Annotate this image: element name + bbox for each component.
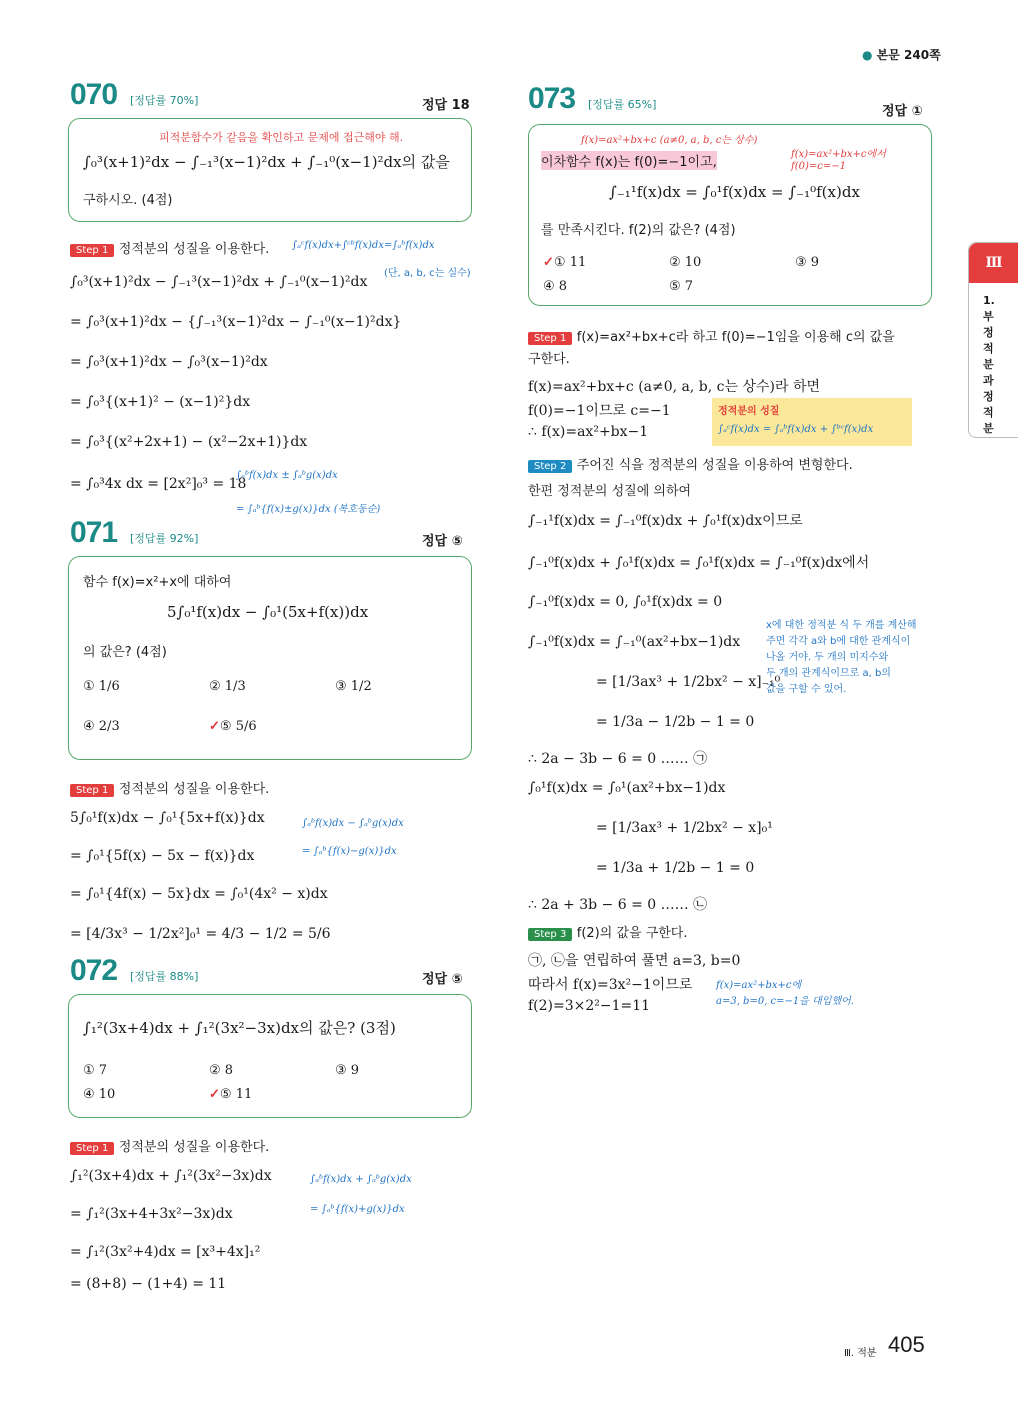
solution-line: ∴ 2a − 3b − 6 = 0 …… ㉠ xyxy=(528,751,708,767)
hint: f(x)=ax²+bx+c에서 xyxy=(791,149,886,160)
problem-box-071 xyxy=(68,556,472,760)
solution-line: = [1/3ax³ + 1/2bx² − x]₋₁⁰ xyxy=(596,674,781,690)
question-line: 이차함수 f(x)는 f(0)=−1이고, xyxy=(541,151,717,170)
problem-box-070 xyxy=(68,118,472,222)
side-note: (단, a, b, c는 실수) xyxy=(384,268,471,279)
option-2[interactable]: ② 1/3 xyxy=(209,679,246,694)
solution-line: = [4/3x³ − 1/2x²]₀¹ = 4/3 − 1/2 = 5/6 xyxy=(70,926,331,942)
solution-line: ∫₋₁⁰f(x)dx = 0, ∫₀¹f(x)dx = 0 xyxy=(528,594,723,610)
hint: f(x)=ax²+bx+c (a≠0, a, b, c는 상수) xyxy=(581,135,758,146)
step-header xyxy=(528,326,895,345)
side-note: a=3, b=0, c=−1을 대입했어. xyxy=(716,996,854,1007)
side-note: f(x)=ax²+bx+c에 xyxy=(716,980,802,991)
solution-line: = 1/3a + 1/2b − 1 = 0 xyxy=(596,860,755,876)
solution-line: ∴ 2a + 3b − 6 = 0 …… ㉡ xyxy=(528,897,708,913)
solution-line: = ∫₀¹{5f(x) − 5x − f(x)}dx xyxy=(70,848,255,864)
step-title: f(2)의 값을 구한다. xyxy=(576,926,688,941)
question-formula: 5∫₀¹f(x)dx − ∫₀¹(5x+f(x))dx xyxy=(167,603,369,621)
step-title: f(x)=ax²+bx+c라 하고 f(0)=−1임을 이용해 c의 값을 xyxy=(576,330,895,345)
check-icon: ✓ xyxy=(209,1087,220,1102)
option-3[interactable]: ③ 9 xyxy=(335,1063,360,1078)
option-3[interactable]: ③ 1/2 xyxy=(335,679,372,694)
side-note: ∫ₐᵇf(x)dx − ∫ₐᵇg(x)dx xyxy=(302,818,404,829)
step-header xyxy=(70,1136,269,1155)
side-note: = ∫ₐᵇ{f(x)+g(x)}dx xyxy=(310,1204,405,1215)
chapter-tab xyxy=(968,242,1018,438)
question-line: 의 값은? (4점) xyxy=(83,645,167,660)
option-5[interactable]: ⑤ 7 xyxy=(669,279,694,294)
problem-number: 072 xyxy=(70,954,118,987)
answer: 정답 18 xyxy=(422,98,470,113)
step-badge: Step 2 xyxy=(528,460,572,473)
step-title: 구한다. xyxy=(528,352,570,367)
problem-number: 071 xyxy=(70,516,118,549)
option-4[interactable]: ④ 8 xyxy=(543,279,568,294)
solution-line: = ∫₁²(3x+4+3x²−3x)dx xyxy=(70,1206,233,1222)
footer-section: Ⅲ. 적분 xyxy=(844,1348,877,1359)
solution-line: ㉠, ㉡을 연립하여 풀면 a=3, b=0 xyxy=(528,953,741,969)
question-line: 구하시오. (4점) xyxy=(83,193,173,208)
option-2[interactable]: ② 8 xyxy=(209,1063,234,1078)
problem-box-073 xyxy=(528,124,932,306)
chapter-roman: Ⅲ xyxy=(969,243,1018,283)
hint: f(0)=c=−1 xyxy=(791,161,846,172)
solution-line: = ∫₀³{(x²+2x+1) − (x²−2x+1)}dx xyxy=(70,434,308,450)
correct-rate: [정답률 70%] xyxy=(130,94,199,107)
option-2[interactable]: ② 10 xyxy=(669,255,702,270)
circle-icon: ● xyxy=(862,48,873,62)
step-header xyxy=(528,454,853,473)
option-5[interactable]: ✓⑤ 11 xyxy=(209,1087,253,1102)
problem-number: 070 xyxy=(70,78,118,111)
solution-line: 한편 정적분의 성질에 의하여 xyxy=(528,484,692,499)
side-note-block: x에 대한 정적분 식 두 개를 계산해 주면 각각 a와 b에 대한 관계식이 나올 거야. 두 개의 미지수와 두 개의 관계식이므로 a, b의 값을 구할 수 있어. xyxy=(766,620,917,695)
option-3[interactable]: ③ 9 xyxy=(795,255,820,270)
solution-line: = ∫₀³(x+1)²dx − {∫₋₁³(x−1)²dx − ∫₋₁⁰(x−1)²dx} xyxy=(70,314,402,330)
solution-line: = 1/3a − 1/2b − 1 = 0 xyxy=(596,714,755,730)
side-note: ∫ₐᶜf(x)dx+∫ᶜᵇf(x)dx=∫ₐᵇf(x)dx xyxy=(292,240,435,251)
step-badge: Step 3 xyxy=(528,928,572,941)
problem-box-072 xyxy=(68,994,472,1118)
step-badge: Step 1 xyxy=(70,1142,114,1155)
solution-line: = [1/3ax³ + 1/2bx² − x]₀¹ xyxy=(596,820,773,836)
page-ref: ● 본문 240쪽 xyxy=(862,48,941,62)
question-line: 를 만족시킨다. f(2)의 값은? (4점) xyxy=(541,223,736,238)
correct-rate: [정답률 65%] xyxy=(588,98,657,111)
page-number: 405 xyxy=(888,1332,925,1357)
check-icon: ✓ xyxy=(209,719,220,734)
question-line: ∫₀³(x+1)²dx − ∫₋₁³(x−1)²dx + ∫₋₁⁰(x−1)²dx의 값을 xyxy=(83,153,450,171)
step-title: 정적분의 성질을 이용한다. xyxy=(118,242,270,257)
answer: 정답 ⑤ xyxy=(422,534,463,549)
option-1[interactable]: ① 1/6 xyxy=(83,679,120,694)
correct-rate: [정답률 92%] xyxy=(130,532,199,545)
option-1[interactable]: ① 7 xyxy=(83,1063,108,1078)
solution-line: f(0)=−1이므로 c=−1 xyxy=(528,403,671,419)
property-note: 정적분의 성질 ∫ₐᶜf(x)dx = ∫ₐᵇf(x)dx + ∫ᵇᶜf(x)dx xyxy=(712,398,912,446)
side-note: ∫ₐᵇf(x)dx + ∫ₐᵇg(x)dx xyxy=(310,1174,412,1185)
hint: 피적분함수가 같음을 확인하고 문제에 접근해야 해. xyxy=(159,131,404,144)
option-4[interactable]: ④ 10 xyxy=(83,1087,116,1102)
solution-line: = ∫₁²(3x²+4)dx = [x³+4x]₁² xyxy=(70,1244,261,1260)
step-header xyxy=(70,778,269,797)
option-1[interactable]: ✓① 11 xyxy=(543,255,587,270)
option-4[interactable]: ④ 2/3 xyxy=(83,719,120,734)
question-line: ∫₁²(3x+4)dx + ∫₁²(3x²−3x)dx의 값은? (3점) xyxy=(83,1019,396,1037)
question-formula: ∫₋₁¹f(x)dx = ∫₀¹f(x)dx = ∫₋₁⁰f(x)dx xyxy=(609,183,860,201)
chapter-title: 1. 부정적분과 정적분 xyxy=(983,294,995,435)
solution-line: ∫₁²(3x+4)dx + ∫₁²(3x²−3x)dx xyxy=(70,1168,272,1184)
solution-line: 따라서 f(x)=3x²−1이므로 xyxy=(528,977,693,993)
answer: 정답 ⑤ xyxy=(422,972,463,987)
step-badge: Step 1 xyxy=(528,332,572,345)
answer: 정답 ① xyxy=(882,104,923,119)
solution-line: = ∫₀³4x dx = [2x²]₀³ = 18 xyxy=(70,476,247,492)
solution-line: = (8+8) − (1+4) = 11 xyxy=(70,1276,227,1292)
option-5[interactable]: ✓⑤ 5/6 xyxy=(209,719,257,734)
solution-line: = ∫₀¹{4f(x) − 5x}dx = ∫₀¹(4x² − x)dx xyxy=(70,886,328,902)
solution-line: ∴ f(x)=ax²+bx−1 xyxy=(528,424,649,440)
check-icon: ✓ xyxy=(543,255,554,270)
solution-line: ∫₋₁⁰f(x)dx = ∫₋₁⁰(ax²+bx−1)dx xyxy=(528,634,741,650)
question-line: 함수 f(x)=x²+x에 대하여 xyxy=(83,575,232,590)
solution-line: ∫₀¹f(x)dx = ∫₀¹(ax²+bx−1)dx xyxy=(528,780,726,796)
step-header xyxy=(528,922,688,941)
step-badge: Step 1 xyxy=(70,784,114,797)
step-header xyxy=(70,238,269,257)
solution-line: ∫₀³(x+1)²dx − ∫₋₁³(x−1)²dx + ∫₋₁⁰(x−1)²dx xyxy=(70,274,368,290)
solution-line: = ∫₀³(x+1)²dx − ∫₀³(x−1)²dx xyxy=(70,354,268,370)
step-title: 주어진 식을 정적분의 성질을 이용하여 변형한다. xyxy=(576,458,853,473)
solution-line: ∫₋₁⁰f(x)dx + ∫₀¹f(x)dx = ∫₀¹f(x)dx = ∫₋₁⁰f(x)dx에서 xyxy=(528,555,870,571)
correct-rate: [정답률 88%] xyxy=(130,970,199,983)
side-note: ∫ₐᵇf(x)dx ± ∫ₐᵇg(x)dx xyxy=(236,470,338,481)
solution-line: = ∫₀³{(x+1)² − (x−1)²}dx xyxy=(70,394,251,410)
solution-line: f(x)=ax²+bx+c (a≠0, a, b, c는 상수)라 하면 xyxy=(528,379,820,395)
step-title: 정적분의 성질을 이용한다. xyxy=(118,1140,270,1155)
problem-number: 073 xyxy=(528,82,576,115)
step-badge: Step 1 xyxy=(70,244,114,257)
solution-line: 5∫₀¹f(x)dx − ∫₀¹{5x+f(x)}dx xyxy=(70,810,265,826)
solution-line: f(2)=3×2²−1=11 xyxy=(528,998,651,1014)
step-title: 정적분의 성질을 이용한다. xyxy=(118,782,270,797)
side-note: = ∫ₐᵇ{f(x)±g(x)}dx (복호동순) xyxy=(236,504,381,515)
solution-line: ∫₋₁¹f(x)dx = ∫₋₁⁰f(x)dx + ∫₀¹f(x)dx이므로 xyxy=(528,513,803,529)
side-note: = ∫ₐᵇ{f(x)−g(x)}dx xyxy=(302,846,397,857)
